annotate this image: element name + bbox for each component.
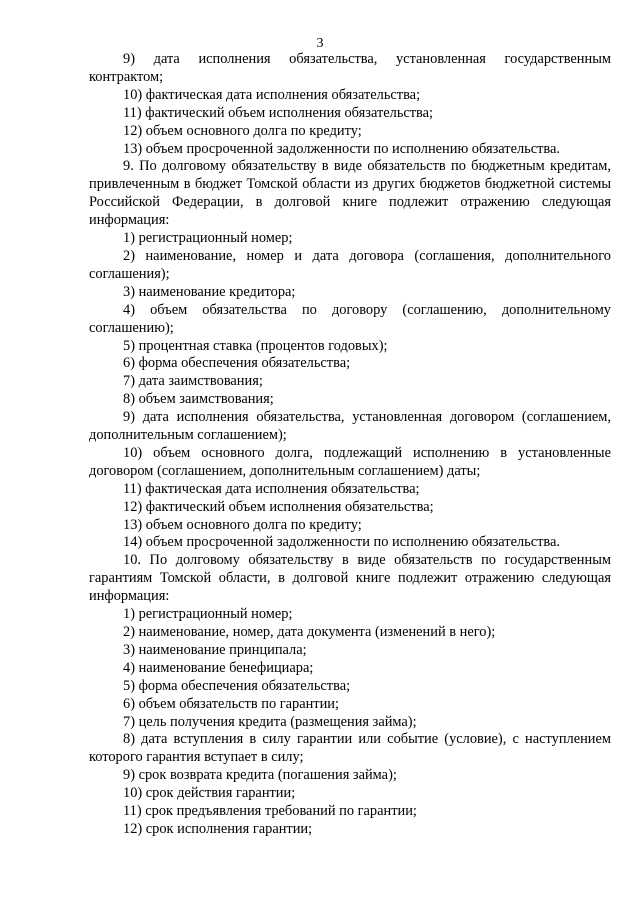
paragraph: 9) дата исполнения обязательства, установленная договором (соглашением, дополнительным соглашением); xyxy=(89,409,611,444)
paragraph: 8) объем заимствования; xyxy=(123,391,274,408)
paragraph: 11) фактический объем исполнения обязательства; xyxy=(123,104,434,121)
paragraph: 6) объем обязательств по гарантии; xyxy=(123,695,339,712)
paragraph: 4) наименование бенефициара; xyxy=(123,659,314,676)
paragraph: 2) наименование, номер, дата документа (изменений в него); xyxy=(123,624,496,640)
paragraph: 5) форма обеспечения обязательства; xyxy=(123,677,351,694)
paragraph: 9. По долговому обязательству в виде обязательств по бюджетным кредитам, привлеченным в бюджет Томской области из других бюджетов бюджетной системы Российской Федерации, в долговой книге подлежит отражению следующая информация: xyxy=(89,158,611,229)
document-body xyxy=(89,51,611,839)
paragraph: 6) форма обеспечения обязательства; xyxy=(123,355,351,372)
paragraph: 10) объем основного долга, подлежащий исполнению в установленные договором (соглашением, дополнительным соглашением) даты; xyxy=(89,444,611,479)
paragraph: 3) наименование кредитора; xyxy=(123,283,296,300)
paragraph: 3) наименование принципала; xyxy=(123,641,307,658)
paragraph: 10. По долговому обязательству в виде обязательств по государственным гарантиям Томской области, в долговой книге подлежит отражению следующая информация: xyxy=(89,552,611,605)
paragraph: 11) срок предъявления требований по гарантии; xyxy=(123,803,417,820)
paragraph: 13) объем просроченной задолженности по исполнению обязательства. xyxy=(123,140,560,157)
paragraph: 12) объем основного долга по кредиту; xyxy=(123,122,362,139)
paragraph: 2) наименование, номер и дата договора (соглашения, дополнительного соглашения); xyxy=(89,247,611,282)
paragraph: 10) фактическая дата исполнения обязательства; xyxy=(123,86,421,103)
paragraph: 7) цель получения кредита (размещения займа); xyxy=(123,713,417,730)
paragraph: 12) срок исполнения гарантии; xyxy=(123,820,313,837)
paragraph: 1) регистрационный номер; xyxy=(123,230,293,247)
paragraph: 4) объем обязательства по договору (соглашению, дополнительному соглашению); xyxy=(89,301,611,336)
paragraph: 14) объем просроченной задолженности по исполнению обязательства. xyxy=(123,534,560,551)
paragraph: 11) фактическая дата исполнения обязательства; xyxy=(123,480,420,497)
paragraph: 9) дата исполнения обязательства, установленная государственным контрактом; xyxy=(89,51,611,85)
paragraph: 1) регистрационный номер; xyxy=(123,606,293,623)
paragraph: 7) дата заимствования; xyxy=(123,373,263,390)
paragraph: 13) объем основного долга по кредиту; xyxy=(123,516,362,533)
paragraph: 5) процентная ставка (процентов годовых); xyxy=(123,337,388,354)
paragraph: 9) срок возврата кредита (погашения займа); xyxy=(123,767,397,784)
paragraph: 8) дата вступления в силу гарантии или событие (условие), с наступлением которого гарантия вступает в силу; xyxy=(89,731,611,766)
paragraph: 10) срок действия гарантии; xyxy=(123,785,296,802)
page-number: 3 xyxy=(316,36,324,51)
paragraph: 12) фактический объем исполнения обязательства; xyxy=(123,498,434,515)
